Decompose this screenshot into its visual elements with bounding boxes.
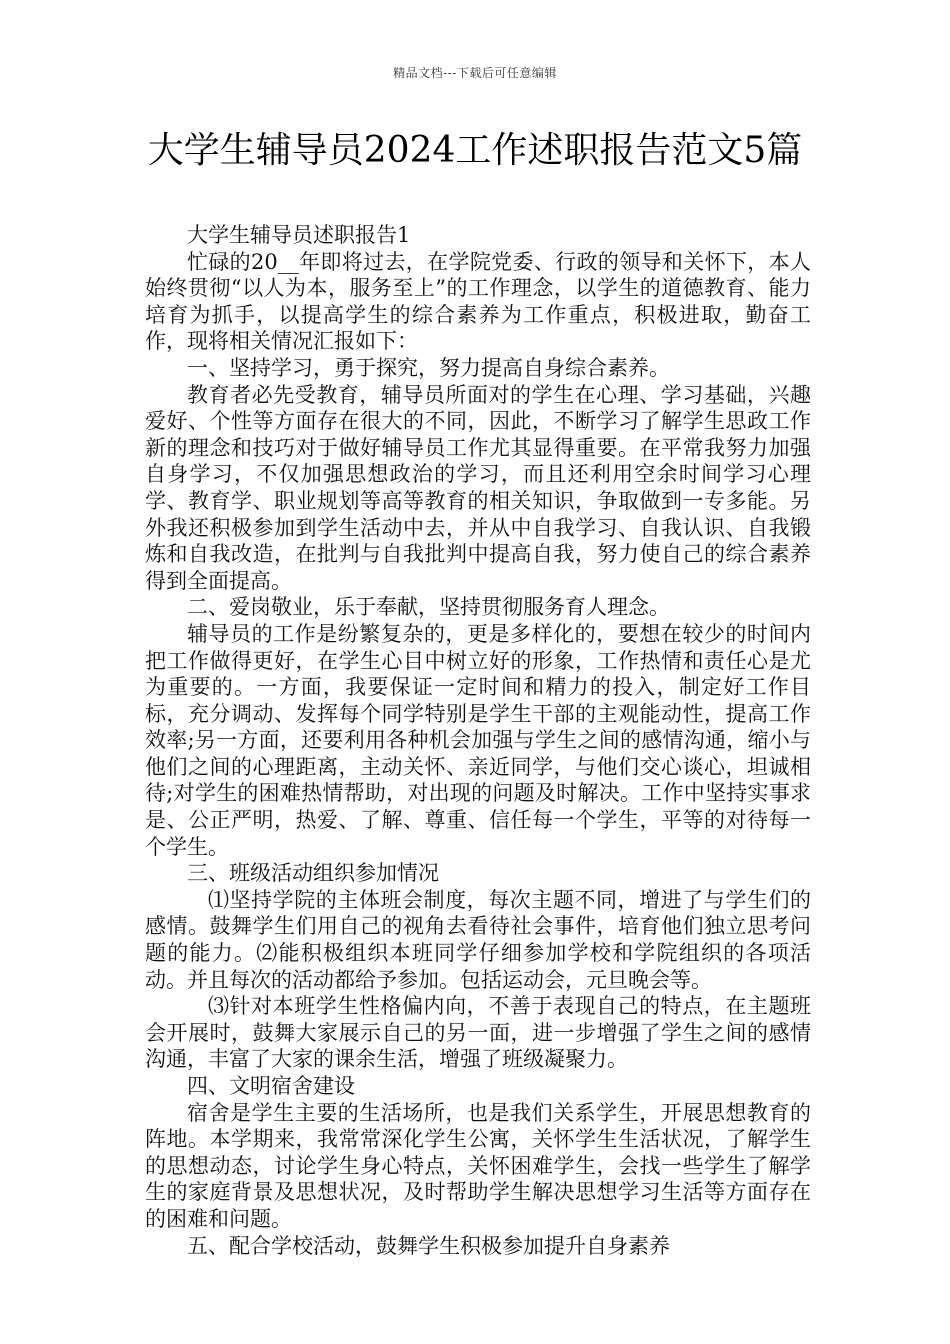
section-heading-3: 三、班级活动组织参加情况 [187,861,439,886]
section-paragraph-3b: ⑶针对本班学生性格偏内向，不善于表现自己的特点，在主题班会开展时，鼓舞大家展示自己的另一面，进一步增强了学生之间的感情沟通，丰富了大家的课余生活，增强了班级凝聚力。 [145,994,811,1072]
report-subtitle: 大学生辅导员述职报告1 [187,223,411,247]
section-heading-2: 二、爱岗敬业，乐于奉献，坚持贯彻服务育人理念。 [187,595,670,620]
section-paragraph-1: 教育者必先受教育，辅导员所面对的学生在心理、学习基础，兴趣爱好、个性等方面存在很大的不同，因此，不断学习了解学生思政工作新的理念和技巧对于做好辅导员工作尤其显得重要。在平常我努力加强自身学习，不仅加强思想政治的学习，而且还利用空余时间学习心理学、教育学、职业规划等高等教育的相关知识，争取做到一专多能。另外我还积极参加到学生活动中去，并从中自我学习、自我认识、自我锻炼和自我改造，在批判与自我批判中提高自我，努力使自己的综合素养得到全面提高。 [145,382,811,593]
document-body [145,222,811,1259]
section-paragraph-2: 辅导员的工作是纷繁复杂的，更是多样化的，要想在较少的时间内把工作做得更好，在学生心目中树立好的形象，工作热情和责任心是尤为重要的。一方面，我要保证一定时间和精力的投入，制定好工作目标，充分调动、发挥每个同学特别是学生干部的主观能动性，提高工作效率;另一方面，还要利用各种机会加强与学生之间的感情沟通，缩小与他们之间的心理距离，主动关怀、亲近同学，与他们交心谈心，坦诚相待;对学生的困难热情帮助，对出现的问题及时解决。工作中坚持实事求是、公正严明，热爱、了解、尊重、信任每一个学生，平等的对待每一个学生。 [145,621,811,859]
section-heading-4: 四、文明宿舍建设 [187,1074,355,1098]
document-title: 大学生辅导员2024工作述职报告范文5篇 [147,130,803,171]
section-heading-1: 一、坚持学习，勇于探究，努力提高自身综合素养。 [187,355,670,380]
section-paragraph-4: 宿舍是学生主要的生活场所，也是我们关系学生，开展思想教育的阵地。本学期来，我常常深化学生公寓，关怀学生生活状况，了解学生的思想动态，讨论学生身心特点，关怀困难学生，会找一些学生了解学生的家庭背景及思想状况，及时帮助学生解决思想学习生活等方面存在的困难和问题。 [145,1100,811,1231]
section-heading-5: 五、配合学校活动，鼓舞学生积极参加提升自身素养 [187,1233,670,1258]
intro-paragraph: 忙碌的20__年即将过去，在学院党委、行政的领导和关怀下，本人始终贯彻“以人为本，服务至上”的工作理念，以学生的道德教育、能力培育为抓手，以提高学生的综合素养为工作重点，积极进取，勤奋工作，现将相关情况汇报如下： [145,249,811,354]
section-paragraph-3a: ⑴坚持学院的主体班会制度，每次主题不同，增进了与学生们的感情。鼓舞学生们用自己的视角去看待社会事件，培育他们独立思考问题的能力。⑵能积极组织本班同学仔细参加学校和学院组织的各项活动。并且每次的活动都给予参加。包括运动会，元旦晚会等。 [145,887,811,992]
page-header: 精品文档---下载后可任意编辑 [393,66,557,80]
